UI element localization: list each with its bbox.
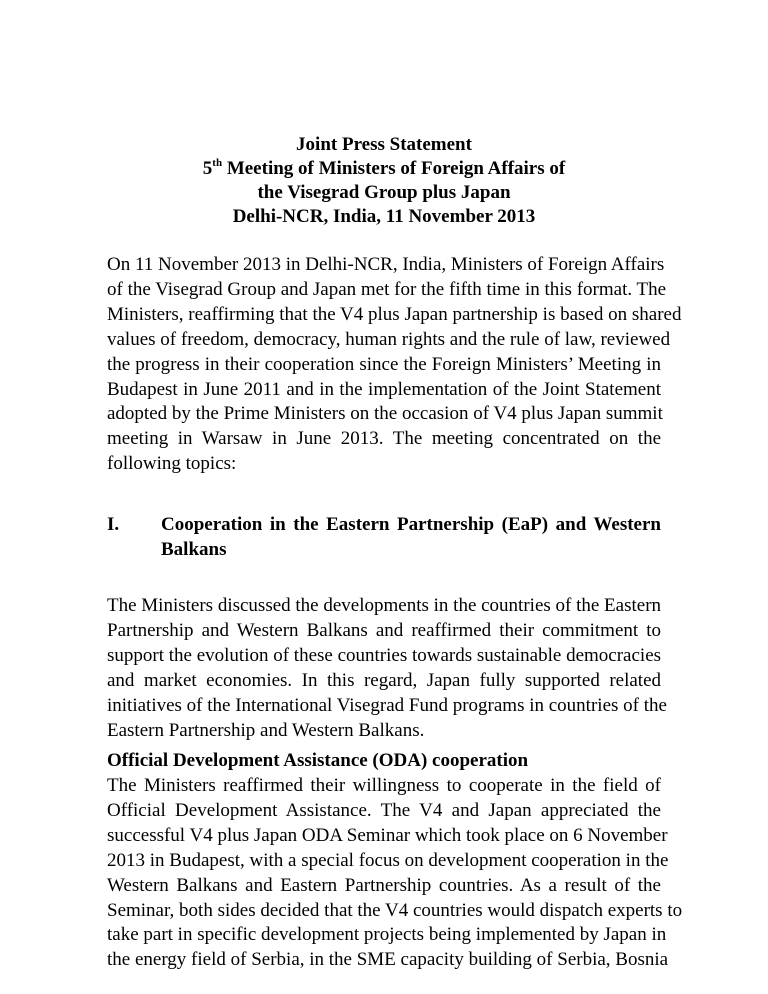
- oda-paragraph: [107, 774, 683, 973]
- intro-line: meeting in Warsaw in June 2013. The meeting concentrated on the: [107, 428, 661, 450]
- intro-line: values of freedom, democracy, human rights and the rule of law, reviewed: [107, 328, 671, 350]
- eap-line: Eastern Partnership and Western Balkans.: [107, 719, 425, 741]
- eap-paragraph: [107, 594, 667, 743]
- eap-line: and market economies. In this regard, Japan fully supported related: [107, 669, 661, 691]
- title-line-4: Delhi-NCR, India, 11 November 2013: [232, 206, 536, 227]
- oda-line: 2013 in Budapest, with a special focus on development cooperation in the: [107, 849, 669, 871]
- section-title: [161, 513, 661, 563]
- oda-line: Western Balkans and Eastern Partnership countries. As a result of the: [107, 874, 661, 896]
- eap-line: support the evolution of these countries towards sustainable democracies: [107, 644, 662, 666]
- intro-line: adopted by the Prime Ministers on the occasion of V4 plus Japan summit: [107, 403, 663, 425]
- section-title-line-2: Balkans: [161, 538, 227, 560]
- intro-line: following topics:: [107, 453, 237, 475]
- ordinal-suffix: th: [212, 156, 223, 169]
- oda-line: Official Development Assistance. The V4 and Japan appreciated the: [107, 799, 661, 821]
- title-line-1: Joint Press Statement: [296, 134, 472, 155]
- eap-line: initiatives of the International Visegrad Fund programs in countries of the: [107, 694, 667, 716]
- title-line-2: [0, 157, 768, 181]
- intro-line: Budapest in June 2011 and in the implementation of the Joint Statement: [107, 378, 661, 400]
- intro-line: On 11 November 2013 in Delhi-NCR, India, Ministers of Foreign Affairs: [107, 254, 665, 275]
- oda-line: Seminar, both sides decided that the V4 countries would dispatch experts to: [107, 899, 683, 921]
- meeting-number: 5: [202, 158, 213, 179]
- oda-line: the energy field of Serbia, in the SME capacity building of Serbia, Bosnia: [107, 949, 669, 971]
- title-line-2-text: Meeting of Ministers of Foreign Affairs of: [222, 158, 566, 179]
- oda-line: take part in specific development projects being implemented by Japan in: [107, 924, 667, 946]
- eap-line: The Ministers discussed the developments in the countries of the Eastern: [107, 595, 662, 616]
- intro-line: Ministers, reaffirming that the V4 plus Japan partnership is based on shared: [107, 303, 682, 325]
- section-title-line-1: Cooperation in the Eastern Partnership (EaP) and Western: [161, 514, 661, 535]
- intro-paragraph: [107, 253, 682, 477]
- oda-line: The Ministers reaffirmed their willingness to cooperate in the field of: [107, 775, 661, 796]
- title-line-3: the Visegrad Group plus Japan: [257, 182, 511, 203]
- title-block: [0, 133, 768, 229]
- section-number: I.: [107, 514, 120, 535]
- oda-heading: Official Development Assistance (ODA) cooperation: [107, 750, 529, 771]
- intro-line: the progress in their cooperation since the Foreign Ministers’ Meeting in: [107, 353, 661, 375]
- intro-line: of the Visegrad Group and Japan met for the fifth time in this format. The: [107, 278, 667, 300]
- oda-line: successful V4 plus Japan ODA Seminar which took place on 6 November: [107, 824, 668, 846]
- eap-line: Partnership and Western Balkans and reaffirmed their commitment to: [107, 619, 661, 641]
